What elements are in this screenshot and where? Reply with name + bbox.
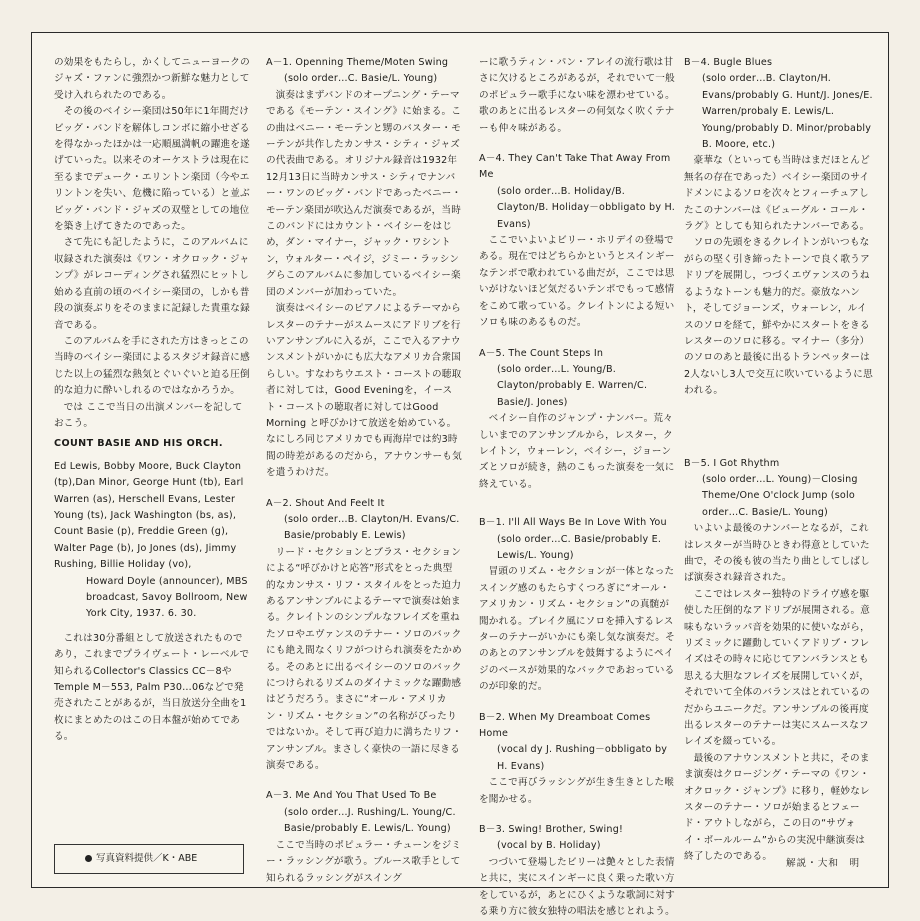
solo-order-b2: (vocal dy J. Rushing－obbligato by H. Evans) bbox=[497, 744, 668, 772]
orchestra-name: COUNT BASIE AND HIS ORCH. bbox=[54, 438, 223, 450]
paragraph: さて先にも記したように，このアルバムに収録された演奏は《ワン・オクロック・ジャンプ》がレコーディングされ猛烈にヒットし始める直前の頃のベイシー楽団の，しかも普段の演奏ぶりをそのままに記録した貴重な録音である。 bbox=[54, 237, 250, 331]
paragraph: リード・セクションとブラス・セクションによる“呼びかけと応答”形式をとった典型的なカンサス・リフ・スタイルをとった迫力あるアンサンブルによるテーマで演奏は始まる。クレイトンのシンプルなフレイズを重ねたソロやエヴァンスのテナー・ソロのバックにも絶え間なくリフがつけられ演奏をたかめる。そのあとに出るベイシーのソロのバックにつけられるリズムのダイナミックな躍動感はどうだろう。まさに“オール・アメリカン・リズム・セクション”の名称がぴったりではないか。そして再び迫力に満ちたリフ・アンサンブル。まさしく豪快の一語に尽きる演奏である。 bbox=[266, 546, 462, 772]
solo-order-a5: (solo order…L. Young/B. Clayton/probably E. Warren/C. Basie/J. Jones) bbox=[497, 363, 648, 408]
photo-credit-box bbox=[54, 844, 244, 874]
solo-order-a2: (solo order…B. Clayton/H. Evans/C. Basie/probably E. Lewis) bbox=[284, 513, 460, 542]
track-title-b4: B－4. Bugle Blues bbox=[684, 57, 773, 68]
paragraph: 最後のアナウンスメントと共に，そのまま演奏はクロージング・テーマの《ワン・オクロック・ジャンプ》に移り，軽妙なレスターのテナー・ソロが始まるとフェード・アウトしながら，この日の“サヴォイ・ボールルーム”からの実況中継演奏は終了したのである。 bbox=[684, 752, 870, 863]
paragraph: ベイシー自作のジャンプ・ナンバー。荒々しいまでのアンサンブルから，レスター，クレイトン，ウォーレン，ベイシー，ジョーンズとソロが続き，熱のこもった演奏を一気に終えている。 bbox=[479, 413, 675, 490]
bullet-icon bbox=[85, 855, 92, 862]
paragraph: ここではレスター独特のドライヴ感を駆使した圧倒的なアドリブが展開される。意味もないラッパ音を効果的に使いながら，リズミックに躍動していくアドリブ・フレイズはその時々に応じてアンバランスとも思える大胆なフレイズを展開していくが，それでいて全体のバランスはとれているのだからユニークだ。アンサンブルの後再度出るレスターのテナーは実にスムースなフレイズを綴っている。 bbox=[684, 588, 871, 748]
paragraph: 演奏はベイシーのピアノによるテーマからレスターのテナーがスムースにアドリブを行いアンサンブルに入るが，ここで入るアナウンスメントがいかにも広大なアメリカ合衆国らしい。すなわちウエスト・コーストの聴取者に対しては，Good Eveningを，イースト・コーストの聴取者に対してはGood Morning と呼びかけて放送を始めている。なにしろ同じアメリカでも両海岸では約3時間の時差があるのだから，アナウンサーも気を遣うわけだ。 bbox=[266, 303, 462, 479]
column-4 bbox=[684, 55, 874, 866]
solo-order-b3: (vocal by B. Holiday) bbox=[497, 840, 601, 852]
personnel-list: Ed Lewis, Bobby Moore, Buck Clayton (tp),Dan Minor, George Hunt (tb), Earl Warren (as), Herschell Evans, Lester Young (ts), Jack Washington (bs, as), Count Basie (p), Freddie Green (g), Walter Page (b), Jo Jones (ds), Jimmy Rushing, Billie Holiday (vo), bbox=[54, 460, 244, 571]
track-title-a4: A－4. They Can't Take That Away From Me bbox=[479, 153, 671, 181]
paragraph: ここで当時のポピュラー・チューンをジミー・ラッシングが歌う。ブルース歌手として知られるラッシングがスイング bbox=[266, 839, 462, 884]
solo-order-b5: (solo order…L. Young)－Closing Theme/One O'clock Jump (solo order…C. Basie/L. Young) bbox=[702, 473, 858, 518]
liner-notes-sheet bbox=[31, 32, 889, 918]
track-title-a3: A－3. Me And You That Used To Be bbox=[266, 790, 437, 802]
paragraph: 豪華な（といっても当時はまだほとんど無名の存在であった）ベイシー楽団のサイドメンによるソロを次々とフィーチュアしたこのナンバーは《ビューグル・コール・ラグ》としても知られたナンバーである。 bbox=[684, 155, 870, 233]
track-title-b2: B－2. When My Dreamboat Comes Home bbox=[479, 711, 651, 740]
track-title-b3: B－3. Swing! Brother, Swing! bbox=[479, 824, 624, 836]
column-2 bbox=[266, 55, 462, 887]
column-3 bbox=[479, 55, 675, 921]
paragraph: つづいて登場したビリーは艶々とした表情と共に，実にスインギーに良く乗った歌い方をしているが，あとにひくような歌詞に対する乗り方に彼女独特の唱法を感じとれよう。 bbox=[479, 856, 675, 918]
track-title-b1: B－1. I'll All Ways Be In Love With You bbox=[479, 517, 667, 529]
author-credit: 解説・大和 明 bbox=[786, 858, 861, 869]
solo-order-b4: (solo order…B. Clayton/H. Evans/probably G. Hunt/J. Jones/E. Warren/probaly E. Lewis/L. Young/probably D. Minor/probably B. Moore, etc.) bbox=[702, 73, 873, 151]
paragraph: では ここで当日の出演メンバーを記しておこう。 bbox=[54, 401, 243, 429]
paragraph: ーに歌うティン・パン・アレイの流行歌は甘さに欠けるところがあるが，それでいて一般のポピュラー歌手にない味を漂わせている。歌のあとに出るレスターの何気なく吹くテナーも仲々味がある。 bbox=[479, 57, 675, 134]
solo-order-a1: (solo order…C. Basie/L. Young) bbox=[284, 73, 438, 85]
paragraph: このアルバムを手にされた方はきっとこの当時のベイシー楽団によるスタジオ録音に感じた以上の猛烈な熱気とぐいぐいと迫る圧倒的な迫力に酔いしれるのではなかろうか。 bbox=[54, 335, 250, 397]
paragraph: 演奏はまずバンドのオープニング・テーマである《モーテン・スイング》に始まる。この曲はベニー・モーテンと甥のバスター・モーテンが共作したカンサス・シティ・ジャズの代表曲である。オリジナル録音は1932年12月13日に当時カンサス・シティでナンバー・ワンのビッグ・バンドであったベニー・モーテン楽団が吹込んだ演奏であるが，当時このバンドにはカウント・ベイシーをはじめ，ダン・マイナー，ジャック・ワシントン，ウォルター・ペイジ，ジミー・ラッシングらこのアルバムに参加しているベイシー楽団のメンバーが加わっていた。 bbox=[266, 89, 462, 298]
paragraph: の効果をもたらし，かくしてニューヨークのジャズ・ファンに強烈かつ新鮮な魅力として受け入れられたのである。 bbox=[54, 57, 250, 101]
paragraph: ここでいよいよビリー・ホリデイの登場である。現在ではどちらかというとスインギーなテンポで歌われている曲だが，ここでは思いがけないほど気だるいテンポでもって感情をこめて歌っている。クレイトンによる短いソロも味のあるものだ。 bbox=[479, 235, 675, 329]
paragraph: いよいよ最後のナンバーとなるが，これはレスターが当時ひときわ得意としていた曲で，その後も彼の当たり曲としてしばしば演奏され録音された。 bbox=[684, 523, 870, 584]
paragraph: ここで再びラッシングが生き生きとした喉を聞かせる。 bbox=[479, 777, 675, 805]
paragraph: ソロの先頭をきるクレイトンがいつもながらの堅く引き締ったトーンで良く歌うアドリブを展開し，つづくエヴァンスのうねるようなトーンも魅力的だ。豪放なハント，そしてジョーンズ，ウォーレン，ルイスのソロを経て，鮮やかにスタートをきるレスターのソロに移る。マイナー（多分）のソロのあと最後に出るトランペッターは2人ないし3人で交互に吹いているように思われる。 bbox=[684, 237, 873, 397]
track-title-a2: A－2. Shout And Feelt It bbox=[266, 497, 385, 509]
track-title-b5: B－5. I Got Rhythm bbox=[684, 457, 780, 469]
paragraph: 冒頭のリズム・セクションが一体となったスイング感のもたらすくつろぎに“オール・アメリカン・リズム・セクション”の真髄が聞かれる。ブレイク風にソロを挿入するレスターのテナーがいかにも楽し気な演奏だ。そのあとのアンサンブルを鼓舞するようにペイジのベースが効果的なバックであおっているのが印象的だ。 bbox=[479, 566, 675, 693]
paragraph: その後のベイシー楽団は50年に1年間だけビッグ・バンドを解体しコンボに縮小せざるを得なかったほかは一応順風満帆の躍進を遂げていった。以来そのオーケストラは現在に至るまでデューク・エリントン楽団（今やエリントンを失い、危機に陥っている）と並ぶビッグ・バンド・ジャズの双璧としての地位を築き上げてきたのであった。 bbox=[54, 106, 250, 233]
solo-order-a3: (solo order…J. Rushing/L. Young/C. Basie/probably E. Lewis/L. Young) bbox=[284, 806, 456, 835]
solo-order-b1: (solo order…C. Basie/probably E. Lewis/L. Young) bbox=[497, 533, 662, 561]
photo-credit: 写真資料提供／K・ABE bbox=[96, 853, 198, 864]
paragraph: これは30分番組として放送されたものであり，これまでプライヴェート・レーベルで知られるCollector's Classics CC－8やTemple M－553, Palm P30…06などで発売されたことがあるが，当日放送分全曲を1枚にまとめたのはこの日本盤が始めてである。 bbox=[54, 632, 250, 743]
track-title-a1: A－1. Openning Theme/Moten Swing bbox=[266, 57, 449, 68]
broadcast-info: Howard Doyle (announcer), MBS broadcast, Savoy Bollroom, New York City, 1937. 6. 30. bbox=[86, 575, 248, 620]
column-1 bbox=[54, 55, 250, 746]
track-title-a5: A－5. The Count Steps In bbox=[479, 347, 604, 359]
solo-order-a4: (solo order…B. Holiday/B. Clayton/B. Holiday－obbligato by H. Evans) bbox=[497, 185, 675, 230]
